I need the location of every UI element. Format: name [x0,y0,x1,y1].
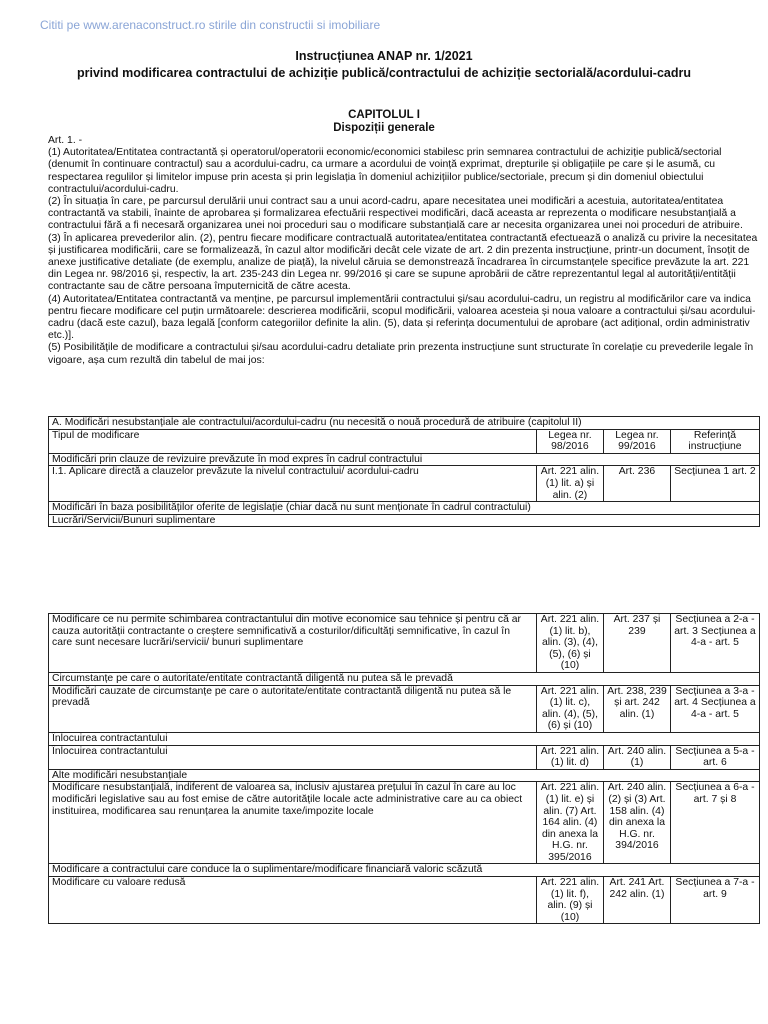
cell-modification-type: Înlocuirea contractantului [49,745,537,769]
cell-reference: Secțiunea a 3-a - art. 4 Secțiunea a 4-a - art. 5 [670,685,759,732]
article-number: Art. 1. - [48,135,83,146]
cell-law-99: Art. 238, 239 și art. 242 alin. (1) [603,685,670,732]
document-title: Instrucțiunea ANAP nr. 1/2021 [295,49,473,63]
paragraph-3: (3) În aplicarea prevederilor alin. (2), pentru fiecare modificare contractuală autoritatea/entitatea contractantă efectuează o analiză cu privire la necesitatea și justificarea modificării, care se formalizează, în cazul altor modificări decât cele vizate de art. 2 din prezenta instrucțiune, printr-un document, însoțit de anexe justificative detaliate (de exemplu, analize de piață), la nivelul căruia se demonstrează încadrarea în circumstanțele specifice prevăzute la art. 221 din Legea nr. 98/2016 și, respectiv, la art. 235-243 din Legea nr. 99/2016 și care se supune aprobării de către reprezentantul legal al autorității/entității contractante sau de către persoana împuternicită de către acesta. [48,232,758,293]
header-reference: Referință instrucțiune [670,429,759,453]
news-site-link[interactable]: Cititi pe www.arenaconstruct.ro stirile din constructii si imobiliare [40,18,381,32]
table-group-row [49,732,760,745]
cell-reference: Secțiunea a 6-a - art. 7 și 8 [670,782,759,864]
table-section-row [49,417,760,430]
paragraph-4: (4) Autoritatea/Entitatea contractantă va menține, pe parcursul implementării contractului și/sau acordului-cadru, un registru al modificărilor care va indica pentru fiecare modificare cel puțin următoarele: descrierea modificării, scopul modificării, valoarea acesteia și noua valoare a contractului și/sau acordului-cadru (dacă este cazul), baza legală [conform categoriilor definite la alin. (5), data și referința documentului de aprobare (act adițional, ordin administrativ etc.)]. [48,293,756,342]
cell-reference: Secțiunea a 2-a - art. 3 Secțiunea a 4-a - art. 5 [670,614,759,673]
cell-modification-type: Modificare ce nu permite schimbarea contractantului din motive economice sau tehnice și pentru că ar cauza autorității contractante o creștere semnificativă a costurilor/dificultăți semnificative, în cazul în care sunt necesare lucrări/servicii/ bunuri suplimentare [49,614,537,673]
table-group-row [49,502,760,515]
group-heading: Modificări prin clauze de revizuire prevăzute în mod expres în cadrul contractului [49,453,760,466]
header-law-98: Legea nr. 98/2016 [536,429,603,453]
cell-modification-type: Modificări cauzate de circumstanțe pe care o autoritate/entitate contractantă diligentă nu putea să le prevadă [49,685,537,732]
group-heading: Înlocuirea contractantului [49,732,760,745]
header-modification-type: Tipul de modificare [49,429,537,453]
table-row [49,685,760,732]
cell-law-99: Art. 236 [603,466,670,502]
table-group-row [49,672,760,685]
table-group-row [49,514,760,527]
cell-reference: Secțiunea a 5-a - art. 6 [670,745,759,769]
cell-law-98: Art. 221 alin. (1) lit. b), alin. (3), (4), (5), (6) și (10) [536,614,603,673]
cell-law-99: Art. 240 alin. (1) [603,745,670,769]
table-group-row [49,769,760,782]
modifications-table-part-1 [48,416,760,527]
cell-law-99: Art. 240 alin. (2) și (3) Art. 158 alin. (4) din anexa la H.G. nr. 394/2016 [603,782,670,864]
table-row [49,745,760,769]
group-heading: Alte modificări nesubstanțiale [49,769,760,782]
document-subtitle: privind modificarea contractului de achiziție publică/contractului de achiziție sectorială/acordului-cadru [76,66,692,80]
table-group-row [49,864,760,877]
table-row [49,466,760,502]
table-group-row [49,453,760,466]
table-header-row [49,429,760,453]
cell-law-98: Art. 221 alin. (1) lit. d) [536,745,603,769]
section-a-heading: A. Modificări nesubstanțiale ale contractului/acordului-cadru (nu necesită o nouă procedură de atribuire (capitolul II) [49,417,760,430]
table-row [49,782,760,864]
paragraph-2: (2) În situația în care, pe parcursul derulării unui contract sau a unui acord-cadru, apare necesitatea unei modificări a acestuia, autoritatea/entitatea contractantă va stabili, înainte de aprobarea și formalizarea efectuării respectivei modificări, dacă aceasta ar reprezenta o modificare nesubstanțială a contractului fără a fi necesară organizarea unei noi proceduri sau o modificare substanțială care ar necesita organizarea unei noi proceduri de atribuire. [48,196,743,232]
table-row [49,877,760,924]
cell-law-99: Art. 237 și 239 [603,614,670,673]
cell-modification-type: Modificare nesubstanțială, indiferent de valoarea sa, inclusiv ajustarea prețului în cazul în care au loc modificări legislative sau au fost emise de către autoritățile locale acte administrative care au ca obiect instituirea, modificarea sau renunțarea la anumite taxe/impozite locale [49,782,537,864]
chapter-heading: CAPITOLUL I [348,109,420,121]
header-law-99: Legea nr. 99/2016 [603,429,670,453]
cell-law-98: Art. 221 alin. (1) lit. c), alin. (4), (5), (6) și (10) [536,685,603,732]
group-heading: Lucrări/Servicii/Bunuri suplimentare [49,514,760,527]
table-row [49,614,760,673]
article-body [48,135,762,367]
paragraph-5: (5) Posibilitățile de modificare a contractului și/sau acordului-cadru detaliate prin prezenta instrucțiune sunt structurate în corelație cu prevederile legale în vigoare, așa cum rezultă din tabelul de mai jos: [48,342,754,366]
cell-law-99: Art. 241 Art. 242 alin. (1) [603,877,670,924]
paragraph-1: (1) Autoritatea/Entitatea contractantă și operatorul/operatorii economic/economici stabilesc prin semnarea contractului de achiziție publică/sectorial (denumit în continuare contractul) sau a acordului-cadru, ca urmare a acordului de voință exprimat, drepturile și obligațiile pe care și le asumă, cu respectarea regulilor și limitelor impuse prin acesta și prin legislația în domeniul achizițiilor publice/sectoriale, precum și din domeniul obiectului contractului/acordului-cadru. [48,147,722,195]
chapter-title: Dispoziții generale [333,122,435,134]
modifications-table-part-2 [48,613,760,924]
group-heading: Modificare a contractului care conduce la o suplimentare/modificare financiară valoric scăzută [49,864,760,877]
cell-modification-type: Modificare cu valoare redusă [49,877,537,924]
group-heading: Modificări în baza posibilităților oferite de legislație (chiar dacă nu sunt menționate în cadrul contractului) [49,502,760,515]
group-heading: Circumstanțe pe care o autoritate/entitate contractantă diligentă nu putea să le prevadă [49,672,760,685]
cell-law-98: Art. 221 alin. (1) lit. e) și alin. (7) Art. 164 alin. (4) din anexa la H.G. nr. 395/2016 [536,782,603,864]
cell-law-98: Art. 221 alin. (1) lit. a) și alin. (2) [536,466,603,502]
cell-reference: Secțiunea 1 art. 2 [670,466,759,502]
cell-modification-type: I.1. Aplicare directă a clauzelor prevăzute la nivelul contractului/ acordului-cadru [49,466,537,502]
cell-law-98: Art. 221 alin. (1) lit. f), alin. (9) și (10) [536,877,603,924]
cell-reference: Secțiunea a 7-a - art. 9 [670,877,759,924]
